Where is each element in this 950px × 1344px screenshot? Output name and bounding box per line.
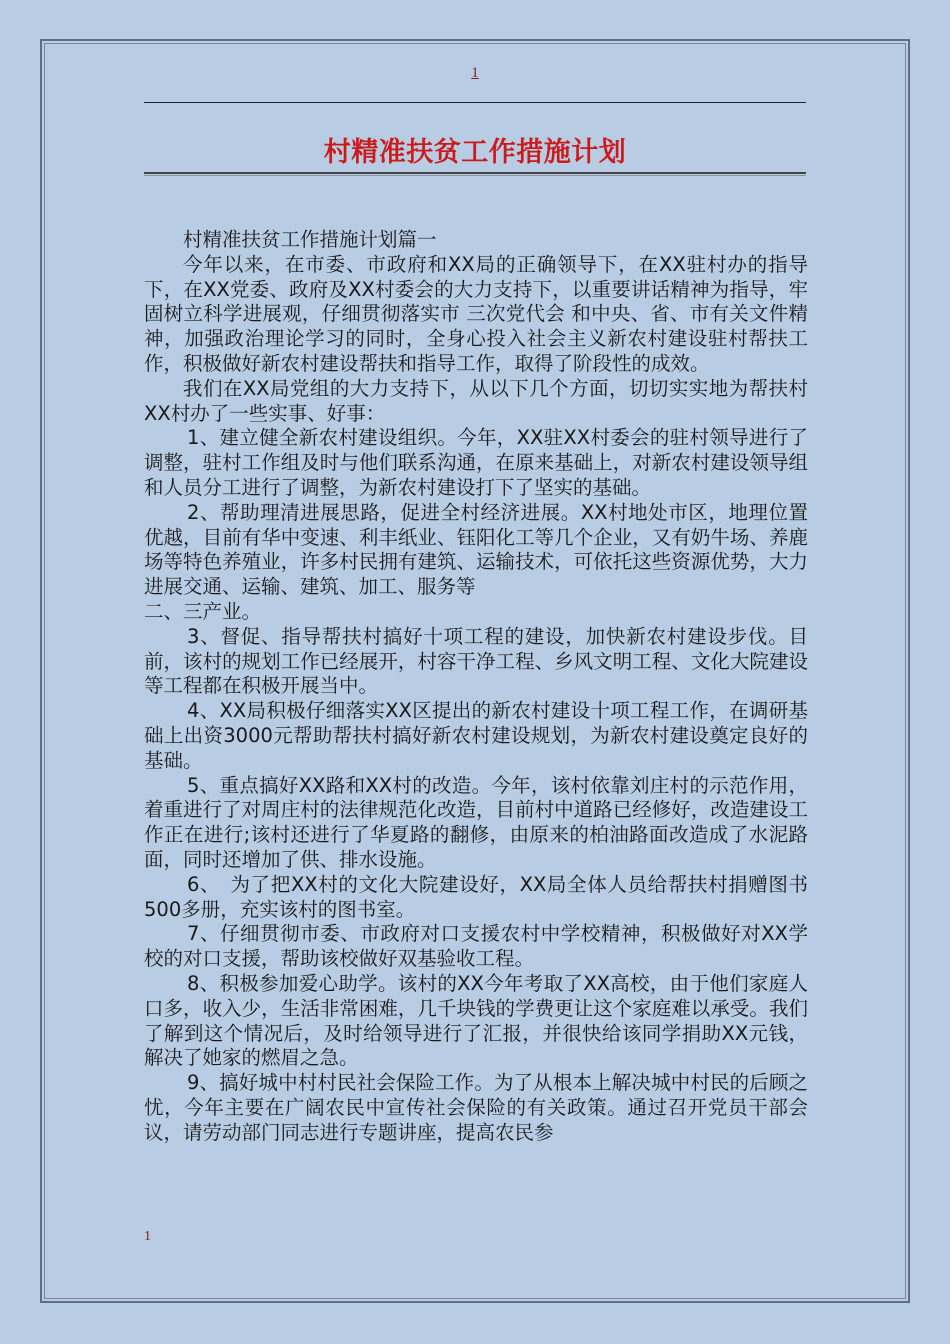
- list-item: 2、帮助理清进展思路，促进全村经济进展。XX村地处市区，地理位置优越，目前有华中变速、利丰纸业、钰阳化工等几个企业，又有奶牛场、养鹿场等特色养殖业，许多村民拥有建筑、运输技术，可依托这些资源优势，大力进展交通、运输、建筑、加工、服务等: [144, 500, 808, 599]
- body-paragraph: 今年以来，在市委、市政府和XX局的正确领导下，在XX驻村办的指导下，在XX党委、政府及XX村委会的大力支持下，以重要讲话精神为指导，牢固树立科学进展观，仔细贯彻落实市 三次党代会 和中央、省、市有关文件精神，加强政治理论学习的同时，全身心投入社会主义新农村建设驻村帮扶工作，积极做好新农村建设帮扶和指导工作，取得了阶段性的成效。: [144, 252, 808, 375]
- title-divider: [144, 172, 806, 174]
- footer-page-number: 1: [144, 1229, 151, 1244]
- list-item: 8、积极参加爱心助学。该村的XX今年考取了XX高校，由于他们家庭人口多，收入少，生活非常困难，几千块钱的学费更让这个家庭难以承受。我们了解到这个情况后，及时给领导进行了汇报，并很快给该同学捐助XX元钱，解决了她家的燃眉之急。: [144, 971, 808, 1070]
- header-page-number: 1: [471, 65, 479, 81]
- section-heading: 村精准扶贫工作措施计划篇一: [183, 228, 437, 251]
- list-item-continuation: 二、三产业。: [144, 599, 262, 623]
- document-body: [144, 228, 808, 1145]
- document-title: 村精准扶贫工作措施计划: [323, 137, 627, 168]
- list-item: 3、督促、指导帮扶村搞好十项工程的建设，加快新农村建设步伐。目前，该村的规划工作已经展开，村容干净工程、乡风文明工程、文化大院建设等工程都在积极开展当中。: [144, 624, 808, 698]
- list-item: 6、 为了把XX村的文化大院建设好，XX局全体人员给帮扶村捐赠图书500多册，充实该村的图书室。: [144, 872, 808, 921]
- list-item: 9、搞好城中村村民社会保险工作。为了从根本上解决城中村民的后顾之忧，今年主要在广阔农民中宣传社会保险的有关政策。通过召开党员干部会议，请劳动部门同志进行专题讲座，提高农民参: [144, 1071, 808, 1144]
- list-item: 5、重点搞好XX路和XX村的改造。今年，该村依靠刘庄村的示范作用，着重进行了对周庄村的法律规范化改造，目前村中道路已经修好，改造建设工作正在进行;该村还进行了华夏路的翻修，由原来的柏油路面改造成了水泥路面，同时还增加了供、排水设施。: [144, 773, 808, 871]
- list-item: 4、XX局积极仔细落实XX区提出的新农村建设十项工程工作，在调研基础上出资3000元帮助帮扶村搞好新农村建设规划，为新农村建设奠定良好的基础。: [144, 699, 808, 772]
- body-paragraph: 我们在XX局党组的大力支持下，从以下几个方面，切切实实地为帮扶村XX村办了一些实事、好事：: [144, 376, 808, 425]
- list-item: 1、建立健全新农村建设组织。今年，XX驻XX村委会的驻村领导进行了调整，驻村工作组及时与他们联系沟通，在原来基础上，对新农村建设领导组和人员分工进行了调整，为新农村建设打下了坚实的基础。: [144, 426, 808, 499]
- title-divider-secondary: [144, 175, 806, 176]
- list-item: 7、仔细贯彻市委、市政府对口支援农村中学校精神，积极做好对XX学校的对口支援，帮助该校做好双基验收工程。: [144, 922, 808, 971]
- header-divider: [144, 102, 806, 103]
